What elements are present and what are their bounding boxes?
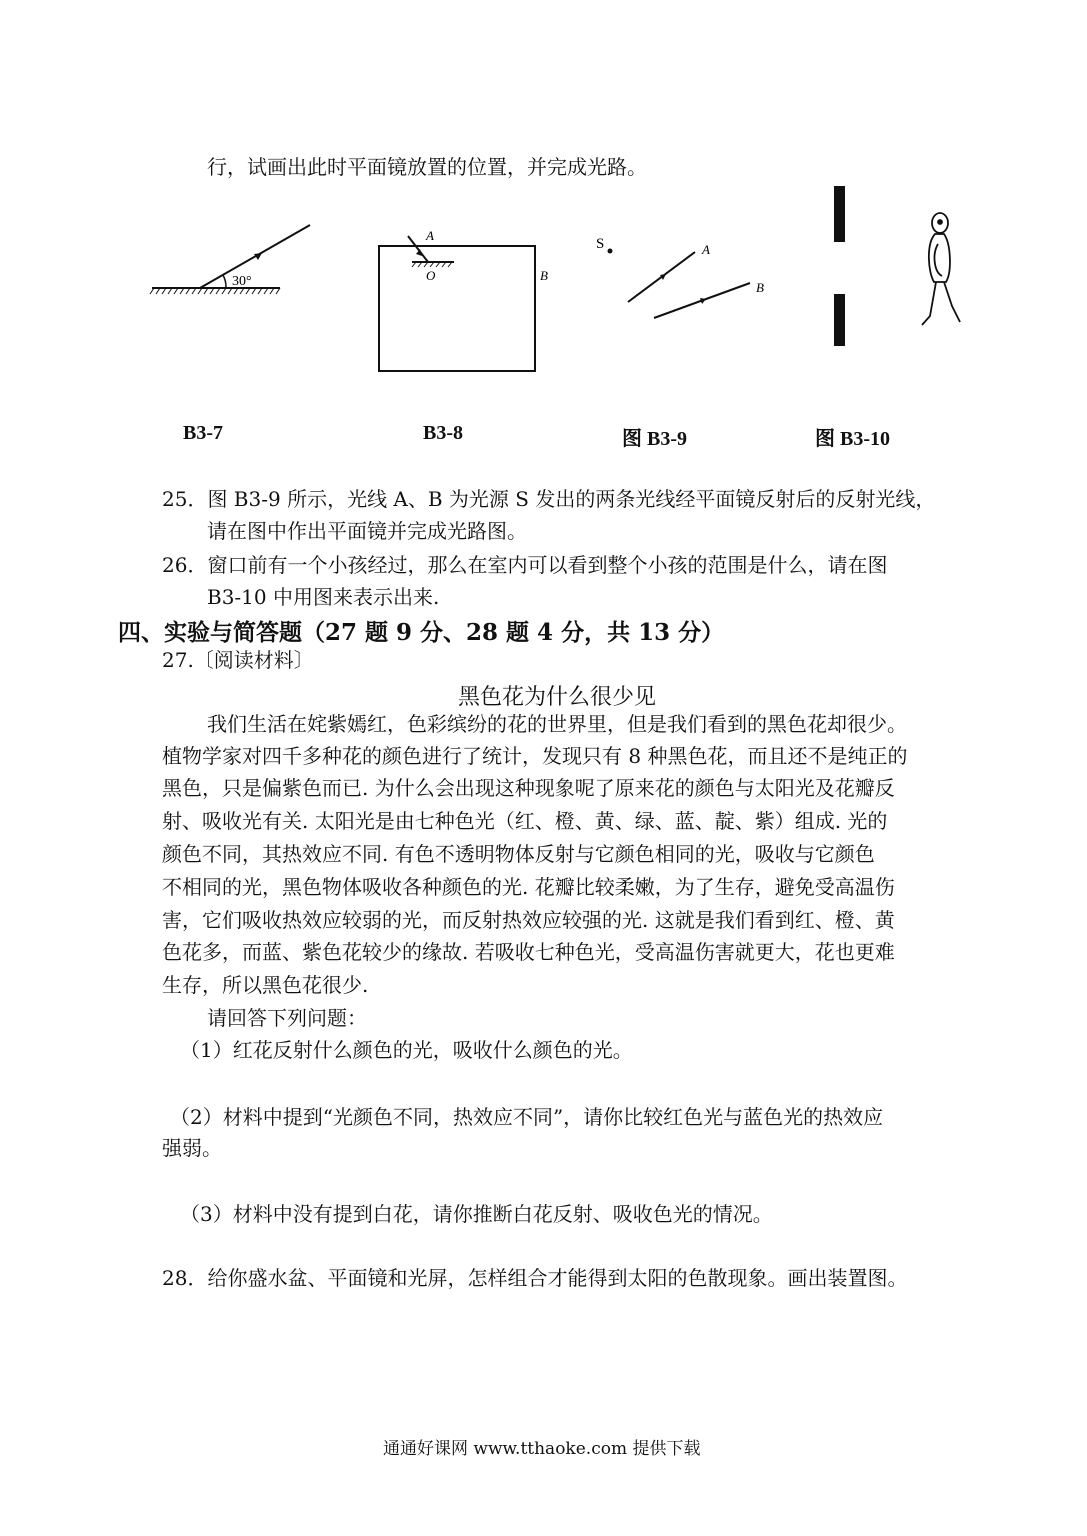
label-b: B (540, 268, 548, 283)
reading-line: 生存，所以黑色花很少. (162, 973, 369, 997)
figure-b3-10 (820, 180, 980, 350)
reading-line: 黑色，只是偏紫色而已. 为什么会出现这种现象呢了原来花的颜色与太阳光及花瓣反 (162, 776, 895, 800)
window-upper-wall (834, 186, 845, 242)
caption-b3-8: B3-8 (423, 422, 463, 444)
label-a: A (702, 242, 710, 257)
sub-question-2-line1: （2）材料中提到“光颜色不同，热效应不同”，请你比较红色光与蓝色光的热效应 (170, 1105, 884, 1129)
figure-b3-8 (370, 218, 570, 378)
sub-question-3: （3）材料中没有提到白花，请你推断白花反射、吸收色光的情况。 (180, 1202, 773, 1226)
footer: 通通好课网 www.tthaoke.com 提供下载 (383, 1439, 701, 1459)
reading-line: 植物学家对四千多种花的颜色进行了统计，发现只有 8 种黑色花，而且还不是纯正的 (162, 744, 908, 768)
q26-line2: B3-10 中用图来表示出来. (207, 585, 440, 609)
q26-line1: 26．窗口前有一个小孩经过，那么在室内可以看到整个小孩的范围是什么，请在图 (162, 553, 888, 577)
section-4-title: 四、实验与简答题（27 题 9 分、28 题 4 分，共 13 分） (118, 619, 725, 646)
reading-title: 黑色花为什么很少见 (458, 685, 657, 710)
label-b: B (756, 280, 764, 295)
caption-b3-10: 图 B3-10 (815, 428, 890, 450)
reading-line: 色花多，而蓝、紫色花较少的缘故. 若吸收七种色光，受高温伤害就更大，花也更难 (162, 940, 895, 964)
figure-b3-9 (590, 230, 780, 330)
angle-label: 30° (232, 274, 252, 289)
label-s: S (596, 236, 605, 252)
label-o: O (426, 268, 436, 283)
caption-b3-9: 图 B3-9 (622, 428, 687, 450)
q25-line1: 25．图 B3-9 所示，光线 A、B 为光源 S 发出的两条光线经平面镜反射后的反射光线， (162, 487, 936, 511)
sub-question-1: （1）红花反射什么颜色的光，吸收什么颜色的光。 (180, 1038, 633, 1062)
q27-label: 27.〔阅读材料〕 (162, 648, 314, 672)
reading-prompt: 请回答下列问题： (207, 1006, 367, 1030)
sub-question-2-line2: 强弱。 (162, 1136, 222, 1160)
reading-line: 颜色不同，其热效应不同. 有色不透明物体反射与它颜色相同的光，吸收与它颜色 (162, 842, 875, 866)
caption-b3-7: B3-7 (183, 422, 223, 444)
q25-line2: 请在图中作出平面镜并完成光路图。 (207, 519, 527, 543)
child-figure (922, 213, 960, 325)
reading-line: 害，它们吸收热效应较弱的光，而反射热效应较强的光. 这就是我们看到红、橙、黄 (162, 908, 895, 932)
reading-line: 不相同的光，黑色物体吸收各种颜色的光. 花瓣比较柔嫩，为了生存，避免受高温伤 (162, 875, 895, 899)
q28: 28．给你盛水盆、平面镜和光屏，怎样组合才能得到太阳的色散现象。画出装置图。 (162, 1266, 908, 1290)
reading-line: 我们生活在姹紫嫣红，色彩缤纷的花的世界里，但是我们看到的黑色花却很少。 (207, 712, 907, 736)
source-point (608, 249, 613, 254)
window-lower-wall (834, 294, 845, 346)
figure-b3-7 (140, 215, 330, 305)
label-a: A (426, 228, 434, 243)
intro-line: 行，试画出此时平面镜放置的位置，并完成光路。 (207, 155, 647, 179)
reading-line: 射、吸收光有关. 太阳光是由七种色光（红、橙、黄、绿、蓝、靛、紫）组成. 光的 (162, 809, 888, 833)
